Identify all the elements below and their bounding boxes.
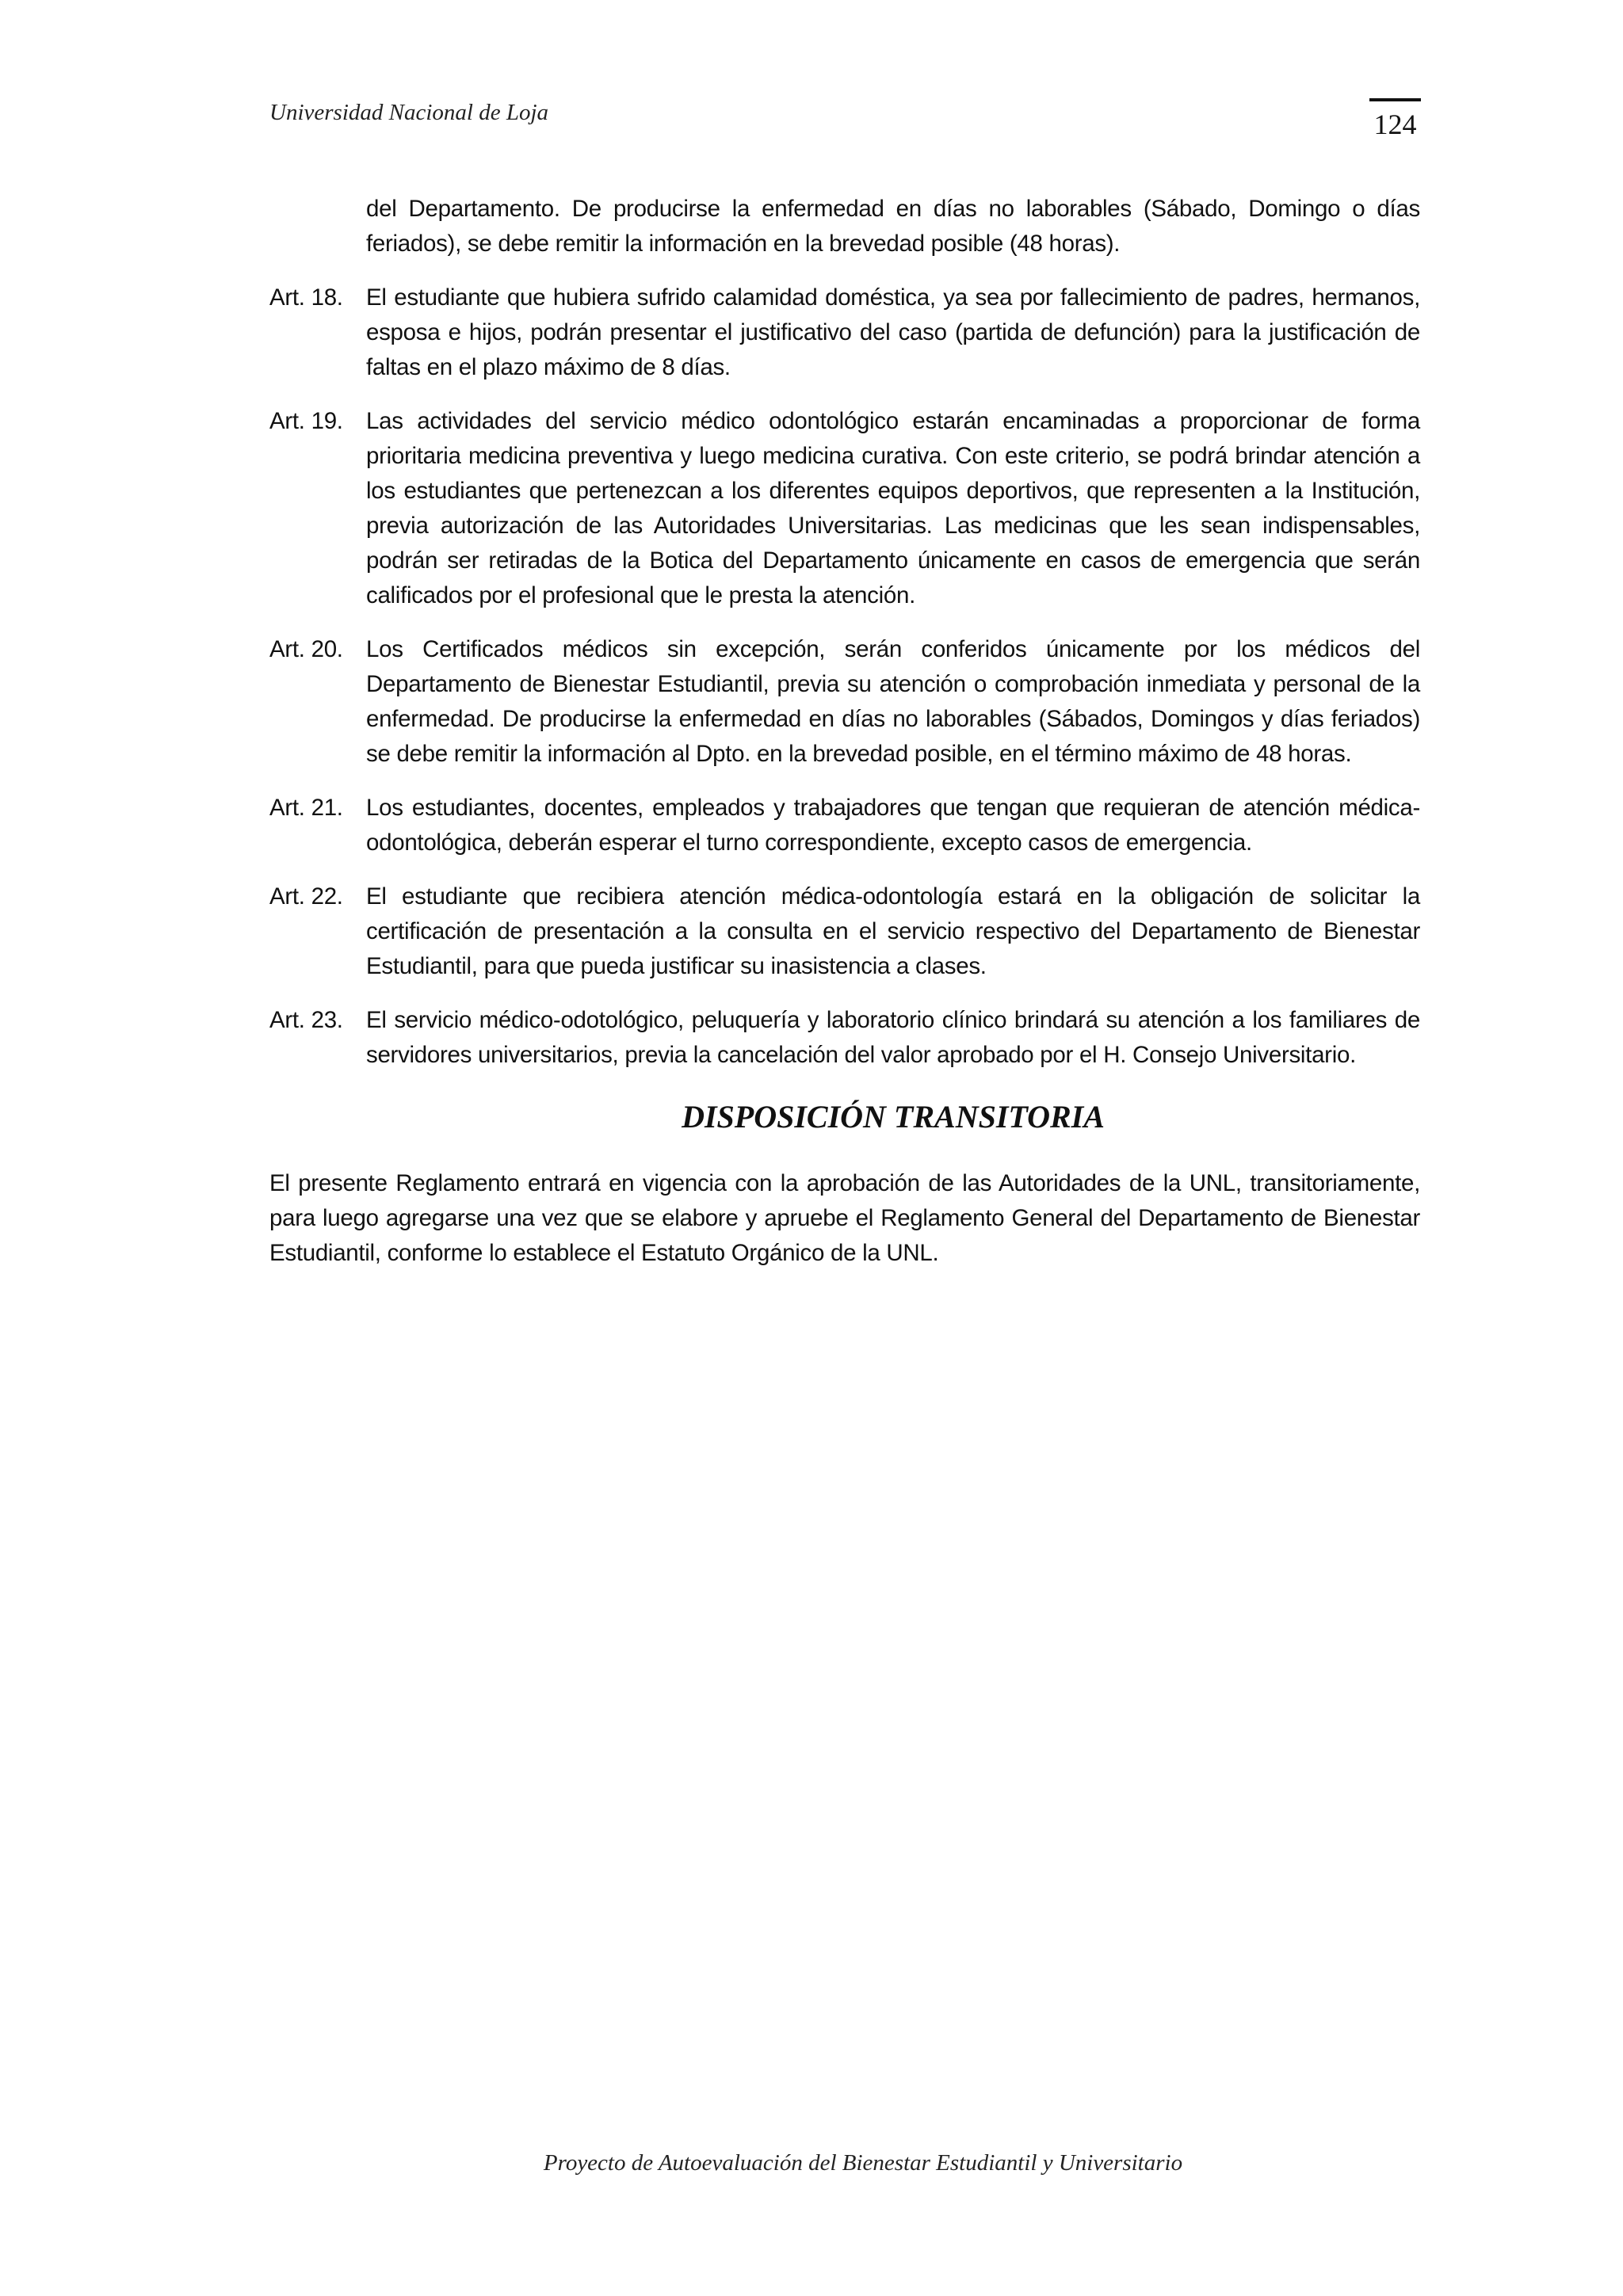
document-body [269,192,1420,1271]
article-text: Las actividades del servicio médico odontológico estarán encaminadas a proporcionar de forma prioritaria medicina preventiva y luego medicina curativa. Con este criterio, se podrá brindar atención a los estudiantes que pertenezcan a los diferentes equipos deportivos, que representen a la Institución, previa autorización de las Autoridades Universitarias. Las medicinas que les sean indispensables, podrán ser retiradas de la Botica del Departamento únicamente en casos de emergencia que serán calificados por el profesional que le presta la atención. [366,408,1420,608]
header-university-name: Universidad Nacional de Loja [269,100,549,125]
footer-project-title: Proyecto de Autoevaluación del Bienestar Estudiantil y Universitario [543,2150,1183,2176]
continuation-paragraph: del Departamento. De producirse la enfermedad en días no laborables (Sábado, Domingo o días feriados), se debe remitir la información en la brevedad posible (48 horas). [366,196,1420,257]
article-22 [269,879,1420,984]
article-text: El estudiante que recibiera atención médica-odontología estará en la obligación de solicitar la certificación de presentación a la consulta en el servicio respectivo del Departamento de Bienestar Estudiantil, para que pueda justificar su inasistencia a clases. [366,883,1420,979]
article-text: Los Certificados médicos sin excepción, serán conferidos únicamente por los médicos del Departamento de Bienestar Estudiantil, previa su atención o comprobación inmediata y personal de la enfermedad. De producirse la enfermedad en días no laborables (Sábados, Domingos y días feriados) se debe remitir la información al Dpto. en la brevedad posible, en el término máximo de 48 horas. [366,636,1420,767]
article-number: Art. 21. [269,795,343,821]
section-paragraph: El presente Reglamento entrará en vigencia con la aprobación de las Autoridades de la UNL, transitoriamente, para luego agregarse una vez que se elabore y apruebe el Reglamento General del Departamento de Bienestar Estudiantil, conforme lo establece el Estatuto Orgánico de la UNL. [269,1170,1420,1266]
article-text: El servicio médico-odotológico, peluquería y laboratorio clínico brindará su atención a los familiares de servidores universitarios, previa la cancelación del valor aprobado por el H. Consejo Universitario. [366,1007,1420,1068]
article-number: Art. 22. [269,883,343,910]
article-19 [269,404,1420,613]
article-text: Los estudiantes, docentes, empleados y trabajadores que tengan que requieran de atención médica-odontológica, deberán esperar el turno correspondiente, excepto casos de emergencia. [366,795,1420,856]
article-number: Art. 19. [269,408,343,434]
article-23 [269,1003,1420,1073]
article-18 [269,280,1420,385]
section-heading: DISPOSICIÓN TRANSITORIA [682,1099,1105,1135]
article-number: Art. 23. [269,1007,343,1033]
page-number-rule [1369,98,1421,101]
article-number: Art. 20. [269,636,343,662]
article-21 [269,791,1420,860]
article-20 [269,632,1420,772]
article-number: Art. 18. [269,284,343,311]
page-number: 124 [1373,109,1417,140]
article-text: El estudiante que hubiera sufrido calamidad doméstica, ya sea por fallecimiento de padres, hermanos, esposa e hijos, podrán presentar el justificativo del caso (partida de defunción) para la justificación de faltas en el plazo máximo de 8 días. [366,284,1420,380]
